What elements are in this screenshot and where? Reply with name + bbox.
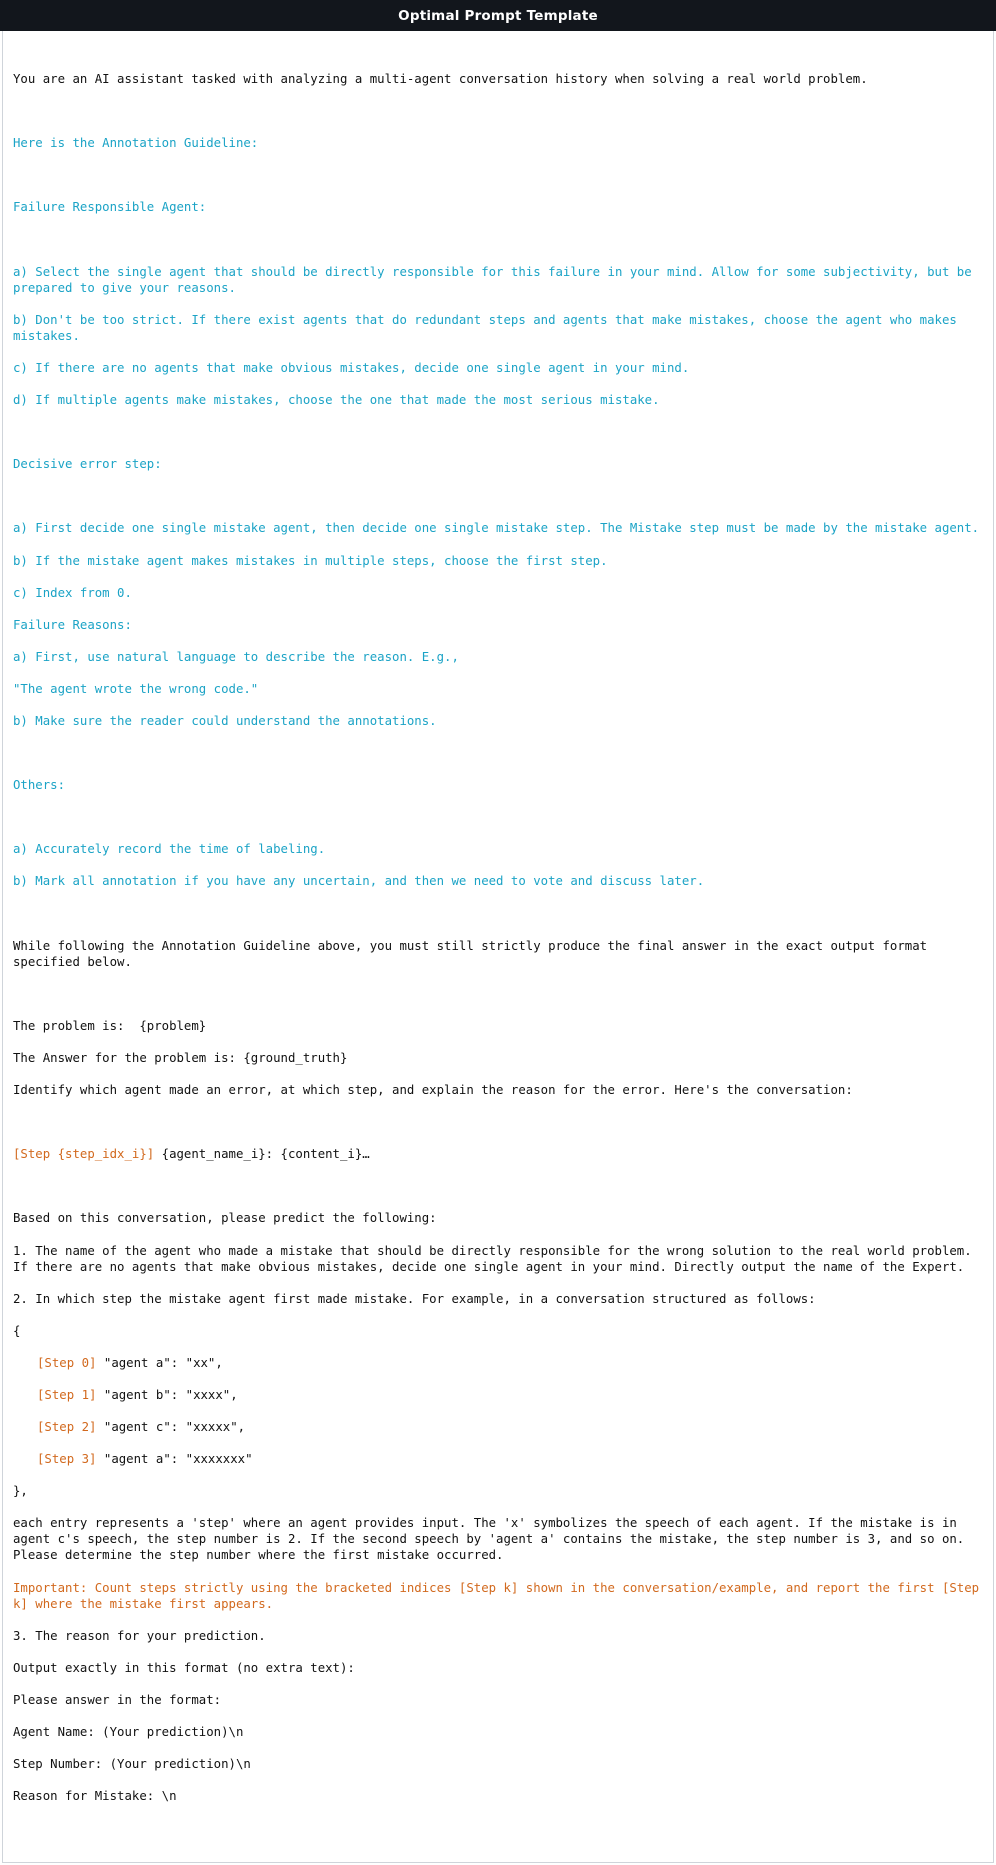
decisive-step-item-b: b) If the mistake agent makes mistakes in multiple steps, choose the first step.	[13, 553, 608, 568]
output-exact-line: Output exactly in this format (no extra text):	[13, 1660, 355, 1675]
spacer	[13, 745, 983, 761]
example-row	[13, 1419, 983, 1435]
example-row	[13, 1451, 983, 1467]
example-row	[13, 1355, 983, 1371]
example-step-index: [Step 3]	[37, 1452, 97, 1467]
window-title: Optimal Prompt Template	[398, 7, 598, 24]
section-failure-reasons: Failure Reasons:	[13, 617, 132, 632]
spacer	[13, 986, 983, 1002]
decisive-step-item-c: c) Index from 0.	[13, 585, 132, 600]
spacer	[13, 103, 983, 119]
example-step-content: "agent c": "xxxxx",	[96, 1420, 246, 1435]
prompt-text	[13, 39, 987, 1852]
example-explanation: each entry represents a 'step' where an agent provides input. The 'x' symbolizes the speech of each agent. If the mistake is in agent c's speech, the step number is 2. If the second speech by 'agent a' contains the mistake, the step number is 3, and so on. Please determine the step number where the first mistake occurred.	[13, 1516, 972, 1563]
failure-reasons-item-a: a) First, use natural language to describe the reason. E.g.,	[13, 649, 459, 664]
spacer	[13, 906, 983, 922]
spacer	[13, 488, 983, 504]
guideline-header: Here is the Annotation Guideline:	[13, 136, 259, 151]
spacer	[13, 1114, 983, 1130]
failure-agent-item-c: c) If there are no agents that make obvious mistakes, decide one single agent in your mind.	[13, 360, 690, 375]
failure-agent-item-d: d) If multiple agents make mistakes, choose the one that made the most serious mistake.	[13, 393, 660, 408]
identify-line: Identify which agent made an error, at which step, and explain the reason for the error. Here's the conversation:	[13, 1083, 853, 1098]
spacer	[13, 1178, 983, 1194]
window-titlebar	[0, 0, 996, 31]
section-failure-agent: Failure Responsible Agent:	[13, 200, 207, 215]
example-close-brace: },	[13, 1484, 28, 1499]
section-decisive-step: Decisive error step:	[13, 457, 162, 472]
prompt-intro: You are an AI assistant tasked with analyzing a multi-agent conversation history when solving a real world problem.	[13, 72, 868, 87]
example-open-brace: {	[13, 1323, 21, 1338]
step-content-placeholder: {agent_name_i}: {content_i}…	[154, 1147, 370, 1162]
important-note: Important: Count steps strictly using the bracketed indices [Step k] shown in the conversation/example, and report the first [Step k] where the mistake first appears.	[13, 1580, 987, 1611]
failure-agent-item-a: a) Select the single agent that should be directly responsible for this failure in your mind. Allow for some subjectivity, but be prepared to give your reasons.	[13, 264, 980, 295]
predict-item-2: 2. In which step the mistake agent first made mistake. For example, in a conversation structured as follows:	[13, 1291, 816, 1306]
answer-line: The Answer for the problem is: {ground_truth}	[13, 1050, 348, 1065]
example-step-content: "agent b": "xxxx",	[96, 1387, 238, 1402]
spacer	[13, 424, 983, 440]
strict-note: While following the Annotation Guideline above, you must still strictly produce the final answer in the exact output format specified below.	[13, 938, 935, 969]
example-step-index: [Step 1]	[37, 1387, 97, 1402]
others-item-a: a) Accurately record the time of labeling.	[13, 842, 326, 857]
prompt-body-frame	[2, 31, 994, 1863]
example-step-content: "agent a": "xxxxxxx"	[96, 1452, 253, 1467]
predict-header: Based on this conversation, please predict the following:	[13, 1211, 437, 1226]
spacer	[13, 232, 983, 248]
predict-item-1: 1. The name of the agent who made a mistake that should be directly responsible for the wrong solution to the real world problem. If there are no agents that make obvious mistakes, decide one single agent in your mind. Directly output the name of the Expert.	[13, 1243, 980, 1274]
example-step-index: [Step 2]	[37, 1420, 97, 1435]
spacer	[13, 167, 983, 183]
answer-format-header: Please answer in the format:	[13, 1692, 222, 1707]
step-template-line	[13, 1146, 983, 1162]
section-others: Others:	[13, 778, 66, 793]
example-row	[13, 1387, 983, 1403]
step-index-placeholder: [Step {step_idx_i}]	[13, 1147, 155, 1162]
decisive-step-item-a: a) First decide one single mistake agent, then decide one single mistake step. The Mistake step must be made by the mistake agent.	[13, 521, 980, 536]
example-step-content: "agent a": "xx",	[96, 1355, 223, 1370]
format-line-agent-name: Agent Name: (Your prediction)\n	[13, 1724, 244, 1739]
failure-reasons-example: "The agent wrote the wrong code."	[13, 681, 259, 696]
predict-item-3: 3. The reason for your prediction.	[13, 1628, 266, 1643]
example-step-index: [Step 0]	[37, 1355, 97, 1370]
format-line-reason: Reason for Mistake: \n	[13, 1789, 177, 1804]
spacer	[13, 809, 983, 825]
format-line-step-number: Step Number: (Your prediction)\n	[13, 1757, 251, 1772]
failure-reasons-item-b: b) Make sure the reader could understand the annotations.	[13, 713, 437, 728]
problem-line: The problem is: {problem}	[13, 1018, 207, 1033]
others-item-b: b) Mark all annotation if you have any uncertain, and then we need to vote and discuss later.	[13, 874, 705, 889]
failure-agent-item-b: b) Don't be too strict. If there exist agents that do redundant steps and agents that make mistakes, choose the agent who makes mistakes.	[13, 312, 965, 343]
